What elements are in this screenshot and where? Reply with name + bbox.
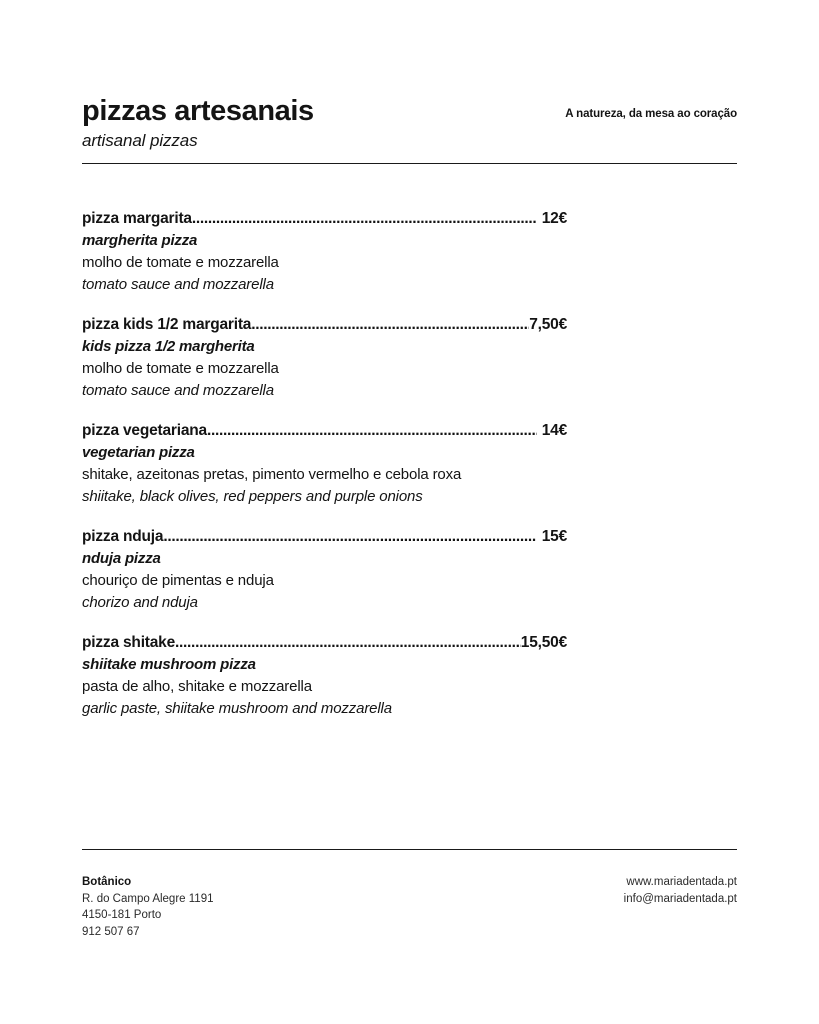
menu-item-price-line xyxy=(82,208,567,230)
venue-web-block xyxy=(624,874,737,907)
menu-item-price: 15€ xyxy=(541,528,567,545)
header-titles xyxy=(82,96,314,151)
menu-item-price-line xyxy=(82,314,567,336)
menu-item-price: 15,50€ xyxy=(520,634,567,651)
menu-item-description: chouriço de pimentas e nduja xyxy=(82,572,274,589)
dot-leader xyxy=(251,314,529,336)
menu-header xyxy=(82,96,737,151)
menu-item-name: pizza nduja xyxy=(82,528,164,545)
venue-phone[interactable]: 912 507 67 xyxy=(82,925,140,938)
venue-address-line-1: R. do Campo Alegre 1191 xyxy=(82,892,214,905)
menu-item-price-line xyxy=(82,526,567,548)
page-title: pizzas artesanais xyxy=(82,95,314,127)
menu-item-price-line xyxy=(82,632,567,654)
header-divider xyxy=(82,163,737,164)
menu-item-name-en: nduja pizza xyxy=(82,550,161,567)
menu-footer xyxy=(82,874,737,940)
menu-item xyxy=(82,208,737,296)
menu-item-name: pizza shitake xyxy=(82,634,176,651)
menu-item-name: pizza vegetariana xyxy=(82,422,207,439)
dot-leader xyxy=(192,208,537,230)
menu-item xyxy=(82,420,737,508)
menu-item-name: pizza kids 1/2 margarita xyxy=(82,316,252,333)
menu-item-description-en: tomato sauce and mozzarella xyxy=(82,276,274,293)
brand-tagline: A natureza, da mesa ao coração xyxy=(565,108,737,120)
menu-item-price: 7,50€ xyxy=(529,316,567,333)
venue-website-link[interactable]: www.mariadentada.pt xyxy=(626,876,737,888)
menu-item-description: molho de tomate e mozzarella xyxy=(82,254,279,271)
venue-contact-block xyxy=(82,874,213,940)
menu-item-price-line xyxy=(82,420,567,442)
menu-item-description: molho de tomate e mozzarella xyxy=(82,360,279,377)
menu-item xyxy=(82,314,737,402)
menu-item-price: 12€ xyxy=(541,210,567,227)
header-row xyxy=(82,96,737,151)
dot-leader xyxy=(175,632,521,654)
venue-name: Botânico xyxy=(82,876,132,888)
menu-item-description: shitake, azeitonas pretas, pimento vermelho e cebola roxa xyxy=(82,466,462,483)
menu-item-name: pizza margarita xyxy=(82,210,192,227)
menu-item-description-en: chorizo and nduja xyxy=(82,594,198,611)
menu-item-description-en: garlic paste, shiitake mushroom and mozzarella xyxy=(82,700,392,717)
menu-item-name-en: kids pizza 1/2 margherita xyxy=(82,338,255,355)
footer-divider xyxy=(82,849,737,850)
venue-email-link[interactable]: info@mariadentada.pt xyxy=(623,892,737,905)
menu-list xyxy=(82,208,737,720)
menu-item xyxy=(82,526,737,614)
menu-item-description-en: shiitake, black olives, red peppers and purple onions xyxy=(82,488,423,505)
menu-item-name-en: shiitake mushroom pizza xyxy=(82,656,256,673)
menu-item-price: 14€ xyxy=(541,422,567,439)
menu-item-description: pasta de alho, shitake e mozzarella xyxy=(82,678,312,695)
menu-item xyxy=(82,632,737,720)
menu-item-description-en: tomato sauce and mozzarella xyxy=(82,382,274,399)
dot-leader xyxy=(207,420,537,442)
venue-address-line-2: 4150-181 Porto xyxy=(82,909,162,921)
page-subtitle: artisanal pizzas xyxy=(82,131,198,151)
menu-item-name-en: margherita pizza xyxy=(82,232,198,249)
dot-leader xyxy=(163,526,536,548)
menu-item-name-en: vegetarian pizza xyxy=(82,444,195,461)
